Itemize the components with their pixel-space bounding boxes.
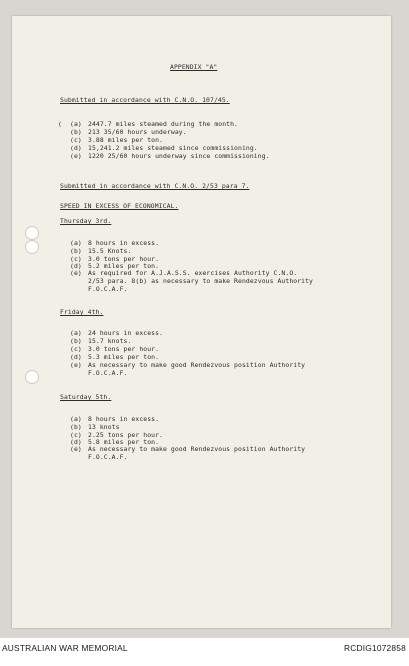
item-label: (b) <box>70 247 82 255</box>
item-label: (b) <box>70 423 82 431</box>
item-label: (c) <box>70 255 82 263</box>
item-text: 5.8 miles per ton. <box>88 438 160 446</box>
item-text: 8 hours in excess. <box>88 239 160 247</box>
section2-subheading: SPEED IN EXCESS OF ECONOMICAL. <box>60 202 179 210</box>
item-label: (d) <box>70 262 82 270</box>
item-label: (a) <box>70 120 82 128</box>
item-text: 213 35/60 hours underway. <box>88 128 187 136</box>
item-label: (a) <box>70 329 82 337</box>
item-label: (c) <box>70 136 82 144</box>
item-text: 3.88 miles per ton. <box>88 136 164 144</box>
item-label: (d) <box>70 438 82 446</box>
section1-bracket: ( <box>58 120 62 128</box>
item-text: 8 hours in excess. <box>88 415 160 423</box>
item-label: (b) <box>70 128 82 136</box>
punch-hole-3 <box>25 370 39 384</box>
item-text: 5.3 miles per ton. <box>88 353 160 361</box>
item-text: 2447.7 miles steamed during the month. <box>88 120 239 128</box>
item-text: 5.2 miles per ton. <box>88 262 160 270</box>
document-page <box>12 16 391 628</box>
item-text: As necessary to make good Rendezvous position Authority <box>88 445 306 453</box>
item-label: (e) <box>70 445 82 453</box>
day-heading-friday: Friday 4th. <box>60 308 104 316</box>
archive-credit: AUSTRALIAN WAR MEMORIAL <box>2 643 128 653</box>
item-label: (e) <box>70 361 82 369</box>
day-heading-thursday: Thursday 3rd. <box>60 217 112 225</box>
item-text-continued: F.O.C.A.F. <box>88 369 128 377</box>
punch-hole-1 <box>25 226 39 240</box>
section2-heading: Submitted in accordance with C.N.O. 2/53 para 7. <box>60 182 250 190</box>
item-text: As necessary to make good Rendezvous position Authority <box>88 361 306 369</box>
day-heading-saturday: Saturday 5th. <box>60 393 112 401</box>
record-id: RCDIG1072858 <box>344 643 406 653</box>
item-text-continued: F.O.C.A.F. <box>88 285 128 293</box>
item-label: (c) <box>70 345 82 353</box>
item-label: (a) <box>70 239 82 247</box>
item-label: (d) <box>70 144 82 152</box>
item-text: 24 hours in excess. <box>88 329 164 337</box>
section1-heading: Submitted in accordance with C.N.O. 107/45. <box>60 96 230 104</box>
item-label: (e) <box>70 269 82 277</box>
item-label: (a) <box>70 415 82 423</box>
item-label: (b) <box>70 337 82 345</box>
item-text-continued: 2/53 para. 8(b) as necessary to make Rendezvous Authority <box>88 277 314 285</box>
document-title: APPENDIX "A" <box>170 63 218 71</box>
item-label: (d) <box>70 353 82 361</box>
item-text: 13 knots <box>88 423 120 431</box>
item-text: 15,241.2 miles steamed since commissioning. <box>88 144 258 152</box>
item-text: 15.7 knots. <box>88 337 132 345</box>
item-text-continued: F.O.C.A.F. <box>88 453 128 461</box>
item-text: 2.25 tons per hour. <box>88 431 164 439</box>
item-text: 3.0 tons per hour. <box>88 255 160 263</box>
item-text: 1220 25/60 hours underway since commissioning. <box>88 152 270 160</box>
item-text: As required for A.J.A.S.S. exercises Authority C.N.O. <box>88 269 298 277</box>
item-text: 3.0 tons per hour. <box>88 345 160 353</box>
item-label: (c) <box>70 431 82 439</box>
item-label: (e) <box>70 152 82 160</box>
punch-hole-2 <box>25 240 39 254</box>
item-text: 15.5 Knots. <box>88 247 132 255</box>
